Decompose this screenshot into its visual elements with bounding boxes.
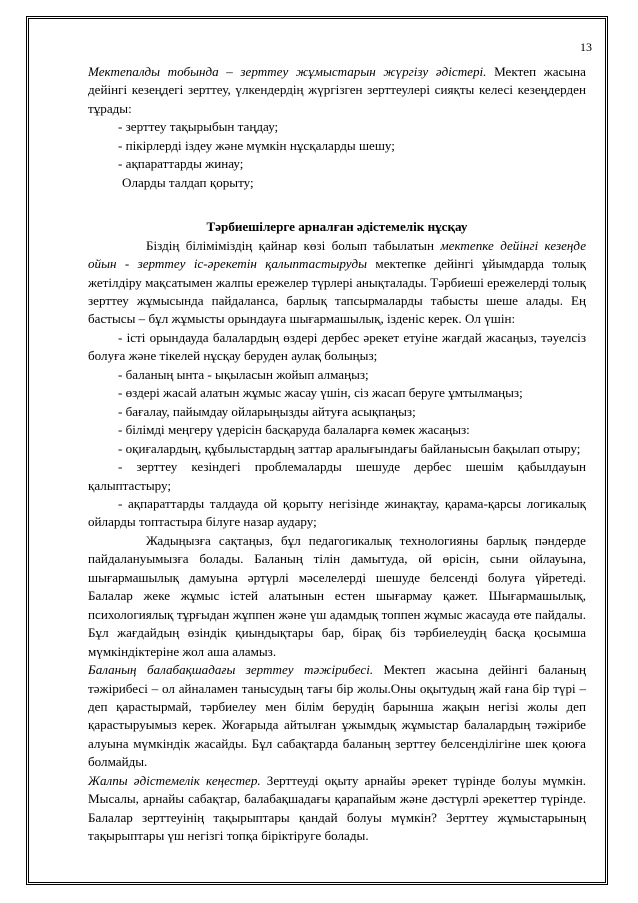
section-paragraph-4: [88, 772, 586, 846]
section-paragraph-3: [88, 661, 586, 772]
document-body: [88, 63, 586, 846]
rule-item: - ақпараттарды талдауда ой қорыту негізінде жинақтау, қарама-қарсы логикалық ойларды топтастыра білуге назар аудару;: [88, 495, 586, 530]
section-paragraph-2: Жадыңызға сақтаңыз, бұл педагогикалық технологияны барлық пәндерде пайдалануымызға болады. Баланың тілін дамытуда, ой өрісін, сыни ойлауына, шығармашылық дамуына әртүрлі мәселелерді шешуде белсенді болуға үйретеді. Балалар жеке жұмыс істей алатынын естен шығармау қажет. Шығармашылық, психологиялық тұрғыдан жұппен және үш адамдық топпен жұмыс жасауда өте пайдалы. Бұл жағдайдың өзіндік қиындықтары бар, бірақ біз тәрбиелеудің басқа қосымша мүмкіндіктеріне жол аша аламыз.: [88, 532, 586, 659]
p1-rest: мектепке дейінгі ұйымдарда толық жетілдіру мақсатымен жалпы ережелер түрлері анықталады. Тәрбиеші ережелерді толық зерттеу жұмысында пайдаланса, барлық тапсырмаларды табысты шеше алады. Ең бастысы – бұл жұмысты орындауға шығармашылық, ізденіс керек. Ол үшін:: [88, 256, 586, 327]
intro-lead-text: Мектеп жасына дейінгі кезеңдегі зерттеу, үлкендердің жүргізген зерттеулері сияқты келесі кезеңдерден тұрады:: [88, 64, 586, 116]
p4-italic: Жалпы әдістемелік кеңестер.: [88, 772, 261, 788]
step-item: - зерттеу тақырыбын таңдау;: [118, 119, 279, 135]
step-item: - ақпараттарды жинау;: [118, 156, 244, 172]
intro-lead-italic: Мектепалды тобында – зерттеу жұмыстарын жүргізу әдістері.: [88, 64, 487, 79]
rule-item: - бағалау, пайымдау ойларыңызды айтуға асықпаңыз;: [118, 403, 416, 419]
p3-italic: Баланың балабақшадағы зерттеу тәжірибесі.: [88, 662, 374, 678]
p1-italic: мектепке дейінгі кезеңде ойын - зерттеу іс-әрекетін қалыптастыруды: [88, 237, 586, 272]
section-paragraph-1: [88, 237, 586, 329]
rule-item: - баланың ынта - ықыласын жойып алмаңыз;: [118, 366, 369, 382]
rule-item: - білімді меңгеру үдерісін басқаруда балаларға көмек жасаңыз:: [118, 422, 470, 438]
p1-start: Біздің біліміміздің қайнар көзі болып табылатын: [146, 237, 441, 253]
intro-paragraph: [88, 63, 586, 118]
rule-item: - өздері жасай алатын жұмыс жасау үшін, сіз жасап беруге ұмтылмаңыз;: [118, 385, 523, 401]
step-item: - пікірлерді іздеу және мүмкін нұсқаларды шешу;: [118, 137, 395, 153]
rule-item: - оқиғалардың, құбылыстардың заттар аралығындағы байланысын бақылап отыру;: [118, 440, 581, 456]
rule-item: - істі орындауда балалардың өздері дербес әрекет етуіне жағдай жасаңыз, тәуелсіз болуға және тікелей нұсқау беруден аулақ болыңыз;: [88, 329, 586, 364]
rule-item: - зерттеу кезіндегі проблемаларды шешуде дербес шешім қабылдауын қалыптастыру;: [88, 459, 586, 493]
p4-rest: Зерттеуді оқыту арнайы әрекет түрінде болуы мүмкін. Мысалы, арнайы сабақтар, балабақшадағы қарапайым және дәстүрлі әрекеттер түрінде. Балалар зерттеуінің тақырыптары қандай болуы мүмкін? Зерттеу жұмыстарының тақырыптары үш негізгі топқа біріктіруге болады.: [88, 772, 586, 844]
step-item: Оларды талдап қорыту;: [122, 174, 254, 190]
p3-rest: Мектеп жасына дейінгі баланың тәжірибесі – ол айналамен танысудың тағы бір жолы.Оны оқытудың жай ғана бір түрі – деп қарастырмай, тәрбиелеу мен білім берудің барынша жақын негізі жолы деп қарастыруымыз керек. Жоғарыда айтылған ұжымдық жұмыстар балалардың тәжірибе алуына мүмкіндік жасайды. Бұл сабақтарда баланың зерттеу белсенділігіне шек қоюға болмайды.: [88, 662, 586, 770]
section-heading: Тәрбиешілерге арналған әдістемелік нұсқау: [206, 219, 468, 235]
page-number: 13: [580, 40, 592, 54]
